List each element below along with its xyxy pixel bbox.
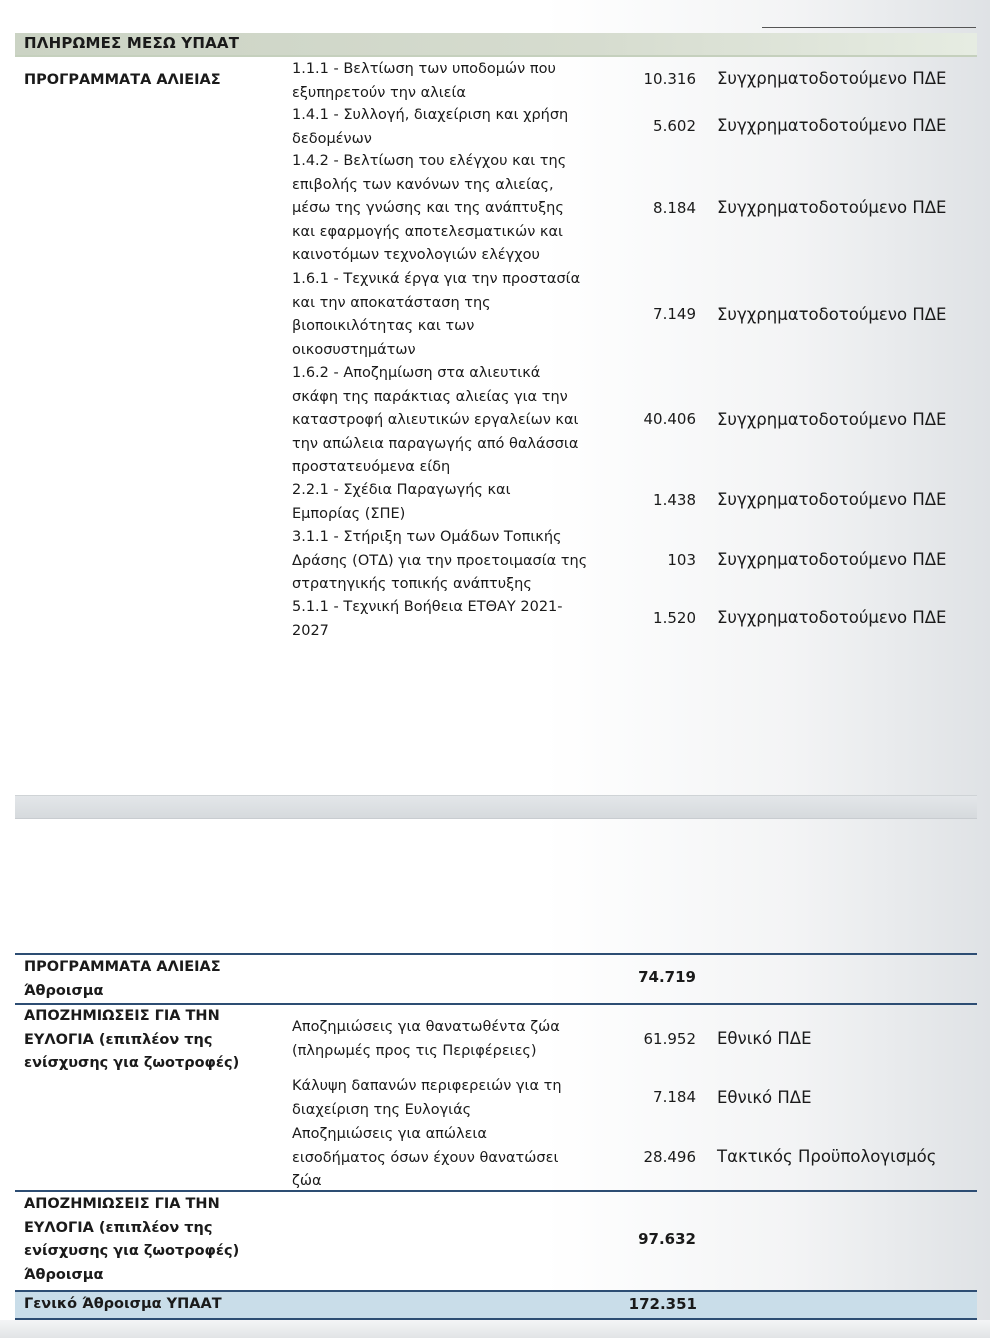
compensation-subtotal-amount: 97.632 <box>638 1230 696 1248</box>
section-title: ΠΛΗΡΩΜΕΣ ΜΕΣΩ ΥΠΑΑΤ <box>24 34 240 52</box>
fishing-subtotal-amount: 74.719 <box>638 968 696 986</box>
top-rule <box>762 27 976 28</box>
table-row-source: Συγχρηματοδοτούμενο ΠΔΕ <box>717 116 947 135</box>
table-row-amount: 10.316 <box>643 70 696 88</box>
compensation-subtotal-label: ΑΠΟΖΗΜΙΩΣΕΙΣ ΓΙΑ ΤΗΝ ΕΥΛΟΓΙΑ (επιπλέον της ενίσχυσης για ζωοτροφές) Άθροισμα <box>24 1196 240 1283</box>
table-row-desc: 1.6.2 - Αποζημίωση στα αλιευτικά σκάφη της παράκτιας αλιείας για την καταστροφή αλιευτικών εργαλείων και την απώλεια παραγωγής από θαλάσσια προστατευόμενα είδη <box>292 365 579 475</box>
divider <box>15 1190 977 1192</box>
table-row-source: Συγχρηματοδοτούμενο ΠΔΕ <box>717 608 947 627</box>
table-row-source: Συγχρηματοδοτούμενο ΠΔΕ <box>717 198 947 217</box>
table-row-desc: 5.1.1 - Τεχνική Βοήθεια ΕΤΘΑΥ 2021- 2027 <box>292 599 563 639</box>
fishing-subtotal-label: ΠΡΟΓΡΑΜΜΑΤΑ ΑΛΙΕΙΑΣ Άθροισμα <box>24 959 221 999</box>
compensation-category-label: ΑΠΟΖΗΜΙΩΣΕΙΣ ΓΙΑ ΤΗΝ ΕΥΛΟΓΙΑ (επιπλέον της ενίσχυσης για ζωοτροφές) <box>24 1008 240 1071</box>
divider <box>15 953 977 955</box>
grand-total-amount: 172.351 <box>628 1295 697 1313</box>
table-row-desc: 2.2.1 - Σχέδια Παραγωγής και Εμπορίας (ΣΠΕ) <box>292 482 511 522</box>
page-bottom-edge <box>0 1320 990 1338</box>
table-row-source: Εθνικό ΠΔΕ <box>717 1088 812 1107</box>
table-row-amount: 1.438 <box>653 491 696 509</box>
fishing-category-label: ΠΡΟΓΡΑΜΜΑΤΑ ΑΛΙΕΙΑΣ <box>24 72 221 88</box>
table-row-amount: 8.184 <box>653 199 696 217</box>
table-row-amount: 40.406 <box>643 410 696 428</box>
grand-total-row <box>15 1290 977 1320</box>
table-row-source: Συγχρηματοδοτούμενο ΠΔΕ <box>717 490 947 509</box>
grand-total-label: Γενικό Άθροισμα ΥΠΑΑΤ <box>24 1296 222 1312</box>
table-row-desc: 1.1.1 - Βελτίωση των υποδομών που εξυπηρετούν την αλιεία <box>292 61 556 101</box>
table-row-desc: 3.1.1 - Στήριξη των Ομάδων Τοπικής Δράσης (ΟΤΔ) για την προετοιμασία της στρατηγικής τοπικής ανάπτυξης <box>292 529 588 592</box>
table-row-desc: 1.4.2 - Βελτίωση του ελέγχου και της επιβολής των κανόνων της αλιείας, μέσω της γνώσης και της ανάπτυξης και εφαρμογής αποτελεσματικών και καινοτόμων τεχνολογιών ελέγχου <box>292 153 567 263</box>
table-row-desc: Αποζημιώσεις για θανατωθέντα ζώα (πληρωμές προς τις Περιφέρειες) <box>292 1019 560 1059</box>
table-row-desc: Αποζημιώσεις για απώλεια εισοδήματος όσων έχουν θανατώσει ζώα <box>292 1126 559 1189</box>
table-row-source: Συγχρηματοδοτούμενο ΠΔΕ <box>717 305 947 324</box>
table-row-amount: 61.952 <box>643 1030 696 1048</box>
table-row-desc: 1.4.1 - Συλλογή, διαχείριση και χρήση δεδομένων <box>292 107 569 147</box>
table-row-source: Συγχρηματοδοτούμενο ΠΔΕ <box>717 69 947 88</box>
table-row-amount: 28.496 <box>643 1148 696 1166</box>
table-row-amount: 5.602 <box>653 117 696 135</box>
section-separator <box>15 795 977 819</box>
table-row-source: Συγχρηματοδοτούμενο ΠΔΕ <box>717 550 947 569</box>
table-row-amount: 103 <box>667 551 696 569</box>
table-row-source: Εθνικό ΠΔΕ <box>717 1029 812 1048</box>
table-row-amount: 7.184 <box>653 1088 696 1106</box>
table-row-source: Τακτικός Προϋπολογισμός <box>717 1147 937 1166</box>
table-row-desc: 1.6.1 - Τεχνικά έργα για την προστασία και την αποκατάσταση της βιοποικιλότητας και των οικοσυστημάτων <box>292 271 581 358</box>
table-row-amount: 1.520 <box>653 609 696 627</box>
table-row-source: Συγχρηματοδοτούμενο ΠΔΕ <box>717 410 947 429</box>
section-header <box>15 33 977 57</box>
table-row-desc: Κάλυψη δαπανών περιφερειών για τη διαχείριση της Ευλογιάς <box>292 1078 562 1118</box>
table-row-amount: 7.149 <box>653 305 696 323</box>
